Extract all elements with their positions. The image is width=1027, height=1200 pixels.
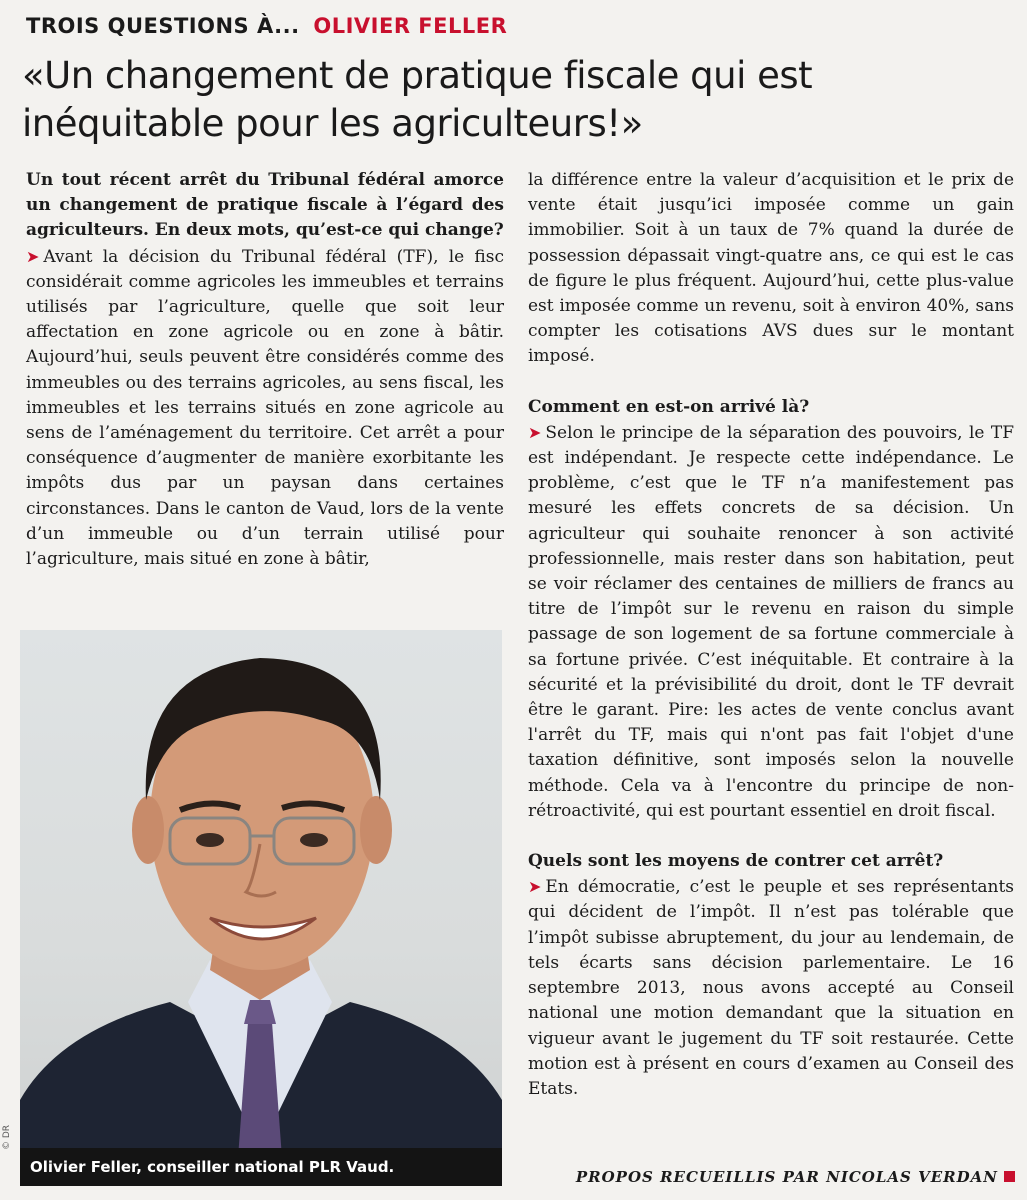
portrait-illustration bbox=[20, 630, 502, 1158]
question-1: Un tout récent arrêt du Tribunal fédéral amorce un changement de pratique fiscale à l’égard des agriculteurs. En deux mots, qu’est-ce qui change? bbox=[26, 170, 504, 241]
answer-3-text: En démocratie, c’est le peuple et ses représentants qui décident de l’impôt. Il n’est pas tolérable que l’impôt subisse abruptement, du jour au lendemain, de tels écarts sans décision parlementaire. Le 16 septembre 2013, nous avons accepté au Conseil national une motion demandant que la situation en vigueur avant le jugement du TF soit restaurée. Cette motion est à présent en cours d’examen au Conseil des Etats. bbox=[528, 877, 1014, 1099]
answer-2 bbox=[528, 420, 1014, 824]
question-2: Comment en est-on arrivé là? bbox=[528, 396, 810, 417]
end-square-icon bbox=[1004, 1171, 1015, 1182]
portrait-photo bbox=[20, 630, 502, 1158]
arrow-icon: ➤ bbox=[528, 422, 542, 442]
byline bbox=[576, 1168, 1015, 1186]
answer-1 bbox=[26, 244, 504, 573]
headline: «Un changement de pratique fiscale qui est inéquitable pour les agriculteurs!» bbox=[22, 54, 813, 145]
answer-2-text: Selon le principe de la séparation des pouvoirs, le TF est indépendant. Je respecte cette indépendance. Le problème, c’est que le TF n’a manifestement pas mesuré les effets concrets de sa décision. Un agriculteur qui souhaite renoncer à son activité professionnelle, mais rester dans son habitation, peut se voir réclamer des centaines de milliers de francs au titre de l’impôt sur le revenu en raison du simple passage de son logement de sa fortune commerciale à sa fortune privée. C’est inéquitable. Et contraire à la sécurité et la prévisibilité du droit, dont le TF devrait être le garant. Pire: les actes de vente conclus avant l'arrêt du TF, mais qui n'ont pas fait l'objet d'une taxation définitive, sont imposés selon la nouvelle méthode. Cela va à l'encontre du principe de non-rétroactivité, qui est pourtant essentiel en droit fiscal. bbox=[528, 422, 1014, 821]
column-left bbox=[26, 168, 504, 572]
answer-1-text: Avant la décision du Tribunal fédéral (TF), le fisc considérait comme agricoles les immeubles et terrains utilisés par l’agriculture, quelle que soit leur affectation en zone agricole ou en zone à bâtir. Aujourd’hui, seuls peuvent être considérés comme des immeubles ou des terrains agricoles, au sens fiscal, les immeubles et les terrains situés en zone agricole au sens de l’aménagement du territoire. Cet arrêt a pour conséquence d’augmenter de manière exorbitante les impôts dus par un paysan dans certaines circonstances. Dans le canton de Vaud, lors de la vente d’un immeuble ou d’un terrain utilisé pour l’agriculture, mais situé en zone à bâtir, bbox=[26, 246, 504, 570]
question-3: Quels sont les moyens de contrer cet arrêt? bbox=[528, 851, 944, 872]
kicker-prefix: TROIS QUESTIONS À... bbox=[26, 14, 300, 38]
answer-3 bbox=[528, 874, 1014, 1102]
answer-1-continued: la différence entre la valeur d’acquisition et le prix de vente était jusqu’ici imposée comme un gain immobilier. Soit à un taux de 7% quand la durée de possession dépassait vingt-quatre ans, ce qui est le cas de figure le plus fréquent. Aujourd’hui, cette plus-value est imposée comme un revenu, soit à environ 40%, sans compter les cotisations AVS dues sur le montant imposé. bbox=[528, 170, 1014, 367]
kicker bbox=[26, 14, 507, 38]
photo-caption: Olivier Feller, conseiller national PLR Vaud. bbox=[20, 1148, 502, 1186]
arrow-icon: ➤ bbox=[528, 877, 542, 897]
column-right bbox=[528, 168, 1014, 1102]
kicker-name: OLIVIER FELLER bbox=[313, 14, 508, 38]
byline-text: PROPOS RECUEILLIS PAR NICOLAS VERDAN bbox=[575, 1168, 998, 1186]
photo-credit: © DR bbox=[2, 1124, 12, 1150]
arrow-icon: ➤ bbox=[26, 246, 40, 266]
